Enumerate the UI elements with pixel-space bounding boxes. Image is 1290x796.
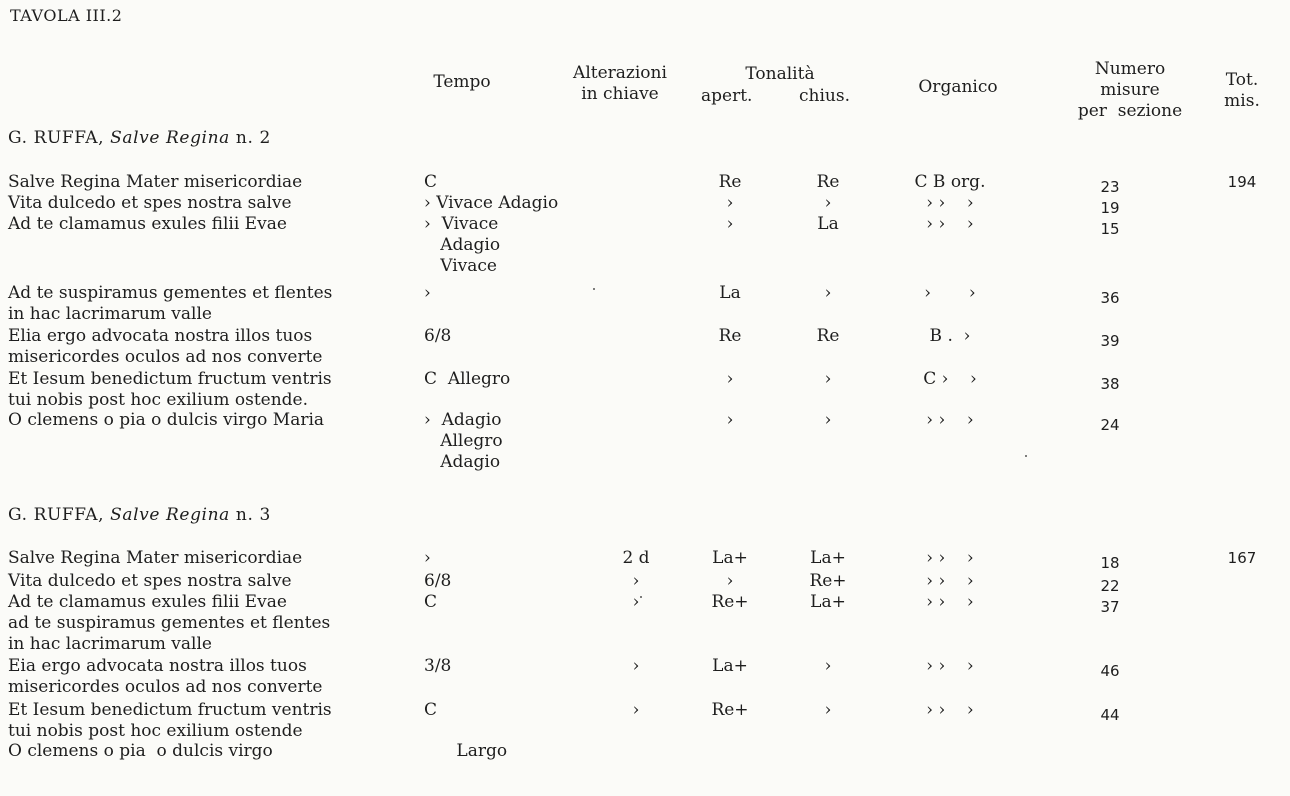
row-tot: 194 [1227,173,1257,191]
row-text-line: in hac lacrimarum valle [8,304,212,324]
row-chius: › [824,193,832,213]
row-alt: 2 d [622,548,650,568]
row-org: B . › [929,326,971,346]
row-apert: › [726,571,734,591]
row-apert: La+ [712,656,748,676]
row-tempo: 6/8 [424,571,452,591]
row-alt: › [632,592,640,612]
header-chius: chius. [799,86,850,106]
row-text-line: ad te suspiramus gementes et flentes [8,613,331,633]
row-text-line: in hac lacrimarum valle [8,634,212,654]
row-chius: La [817,214,839,234]
section-title [8,128,271,148]
row-tempo: Adagio [424,235,501,255]
row-tot: 167 [1227,549,1257,567]
row-apert: Re+ [711,700,749,720]
row-org: › › › [926,214,974,234]
row-text-line: Vita dulcedo et spes nostra salve [8,193,292,213]
row-tempo: Adagio [424,452,501,472]
row-tempo: C [424,592,438,612]
row-mis: 44 [1100,706,1120,724]
header-numero-line3: per sezione [1077,101,1183,121]
row-org: › › › [926,193,974,213]
row-text-line: Elia ergo advocata nostra illos tuos [8,326,313,346]
row-tempo: › Vivace [424,214,499,234]
row-org: › › › [926,656,974,676]
row-tempo: C [424,700,438,720]
row-chius: La+ [810,592,846,612]
row-mis: 23 [1100,178,1120,196]
row-tempo: C [424,172,438,192]
row-org: C B org. [914,172,986,192]
section-title [8,505,271,525]
header-apert: apert. [701,86,753,106]
row-text-line: Et Iesum benedictum fructum ventris [8,369,332,389]
row-chius: › [824,656,832,676]
section-work: Salve Regina [110,128,230,148]
row-text-line: Vita dulcedo et spes nostra salve [8,571,292,591]
row-org: C › › [923,369,977,389]
row-mis: 15 [1100,220,1120,238]
section-number: n. 2 [235,128,271,148]
row-org: › › › [926,548,974,568]
header-tot-mis [1210,70,1274,112]
header-organico: Organico [918,77,998,97]
section-work: Salve Regina [110,505,230,525]
header-tot-line1: Tot. [1225,70,1259,90]
row-chius: Re+ [809,571,847,591]
row-chius: › [824,283,832,303]
row-chius: › [824,700,832,720]
row-mis: 36 [1100,289,1120,307]
scan-speck [593,288,595,290]
row-chius: › [824,369,832,389]
row-apert: La [719,283,741,303]
row-chius: Re [816,172,840,192]
row-tempo: › [424,548,431,568]
scan-speck [640,596,642,598]
row-text-line: misericordes oculos ad nos converte [8,347,323,367]
page-title: TAVOLA III.2 [10,6,123,25]
section-author: G. RUFFA, [8,505,105,525]
header-alterazioni-line1: Alterazioni [573,63,667,83]
row-tempo: Vivace [424,256,497,276]
row-apert: › [726,193,734,213]
row-text-line: Et Iesum benedictum fructum ventris [8,700,332,720]
row-mis: 37 [1100,598,1120,616]
row-text-line: Ad te clamamus exules filii Evae [8,214,287,234]
row-mis: 18 [1100,554,1120,572]
row-org: › › › [926,571,974,591]
row-tempo: › Adagio [424,410,502,430]
row-text-line: tui nobis post hoc exilium ostende. [8,390,309,410]
row-org: › › [924,283,976,303]
row-apert: › [726,410,734,430]
row-text-line: Ad te suspiramus gementes et flentes [8,283,333,303]
section-author: G. RUFFA, [8,128,105,148]
row-apert: Re+ [711,592,749,612]
row-tempo: C Allegro [424,369,511,389]
row-mis: 22 [1100,577,1120,595]
row-alt: › [632,700,640,720]
row-apert: Re [718,326,742,346]
row-tempo: 6/8 [424,326,452,346]
row-tempo: › Vivace Adagio [424,193,559,213]
header-alterazioni [556,63,684,105]
row-mis: 24 [1100,416,1120,434]
row-chius: › [824,410,832,430]
row-org: › › › [926,410,974,430]
row-text-line: Ad te clamamus exules filii Evae [8,592,287,612]
row-apert: La+ [712,548,748,568]
header-tonalita: Tonalità [745,64,815,84]
row-text-line: Eia ergo advocata nostra illos tuos [8,656,307,676]
row-mis: 19 [1100,199,1120,217]
row-apert: › [726,214,734,234]
header-numero-line2: misure [1100,80,1160,100]
row-org: › › › [926,592,974,612]
row-apert: › [726,369,734,389]
row-text-line: misericordes oculos ad nos converte [8,677,323,697]
header-numero-line1: Numero [1094,59,1166,79]
row-chius: La+ [810,548,846,568]
row-mis: 46 [1100,662,1120,680]
row-alt: › [632,656,640,676]
row-text-line: O clemens o pia o dulcis virgo [8,741,273,761]
row-tempo: Largo [424,741,508,761]
row-chius: Re [816,326,840,346]
row-mis: 39 [1100,332,1120,350]
header-tempo: Tempo [433,72,491,92]
row-apert: Re [718,172,742,192]
row-text-line: Salve Regina Mater misericordiae [8,172,303,192]
row-org: › › › [926,700,974,720]
row-tempo: › [424,283,431,303]
header-alterazioni-line2: in chiave [581,84,659,104]
scan-speck [1025,455,1027,457]
row-tempo: Allegro [424,431,503,451]
header-tot-line2: mis. [1224,91,1260,111]
row-mis: 38 [1100,375,1120,393]
row-alt: › [632,571,640,591]
row-tempo: 3/8 [424,656,452,676]
header-numero-misure [1055,59,1205,122]
row-text-line: tui nobis post hoc exilium ostende [8,721,303,741]
section-number: n. 3 [235,505,271,525]
row-text-line: O clemens o pia o dulcis virgo Maria [8,410,325,430]
row-text-line: Salve Regina Mater misericordiae [8,548,303,568]
